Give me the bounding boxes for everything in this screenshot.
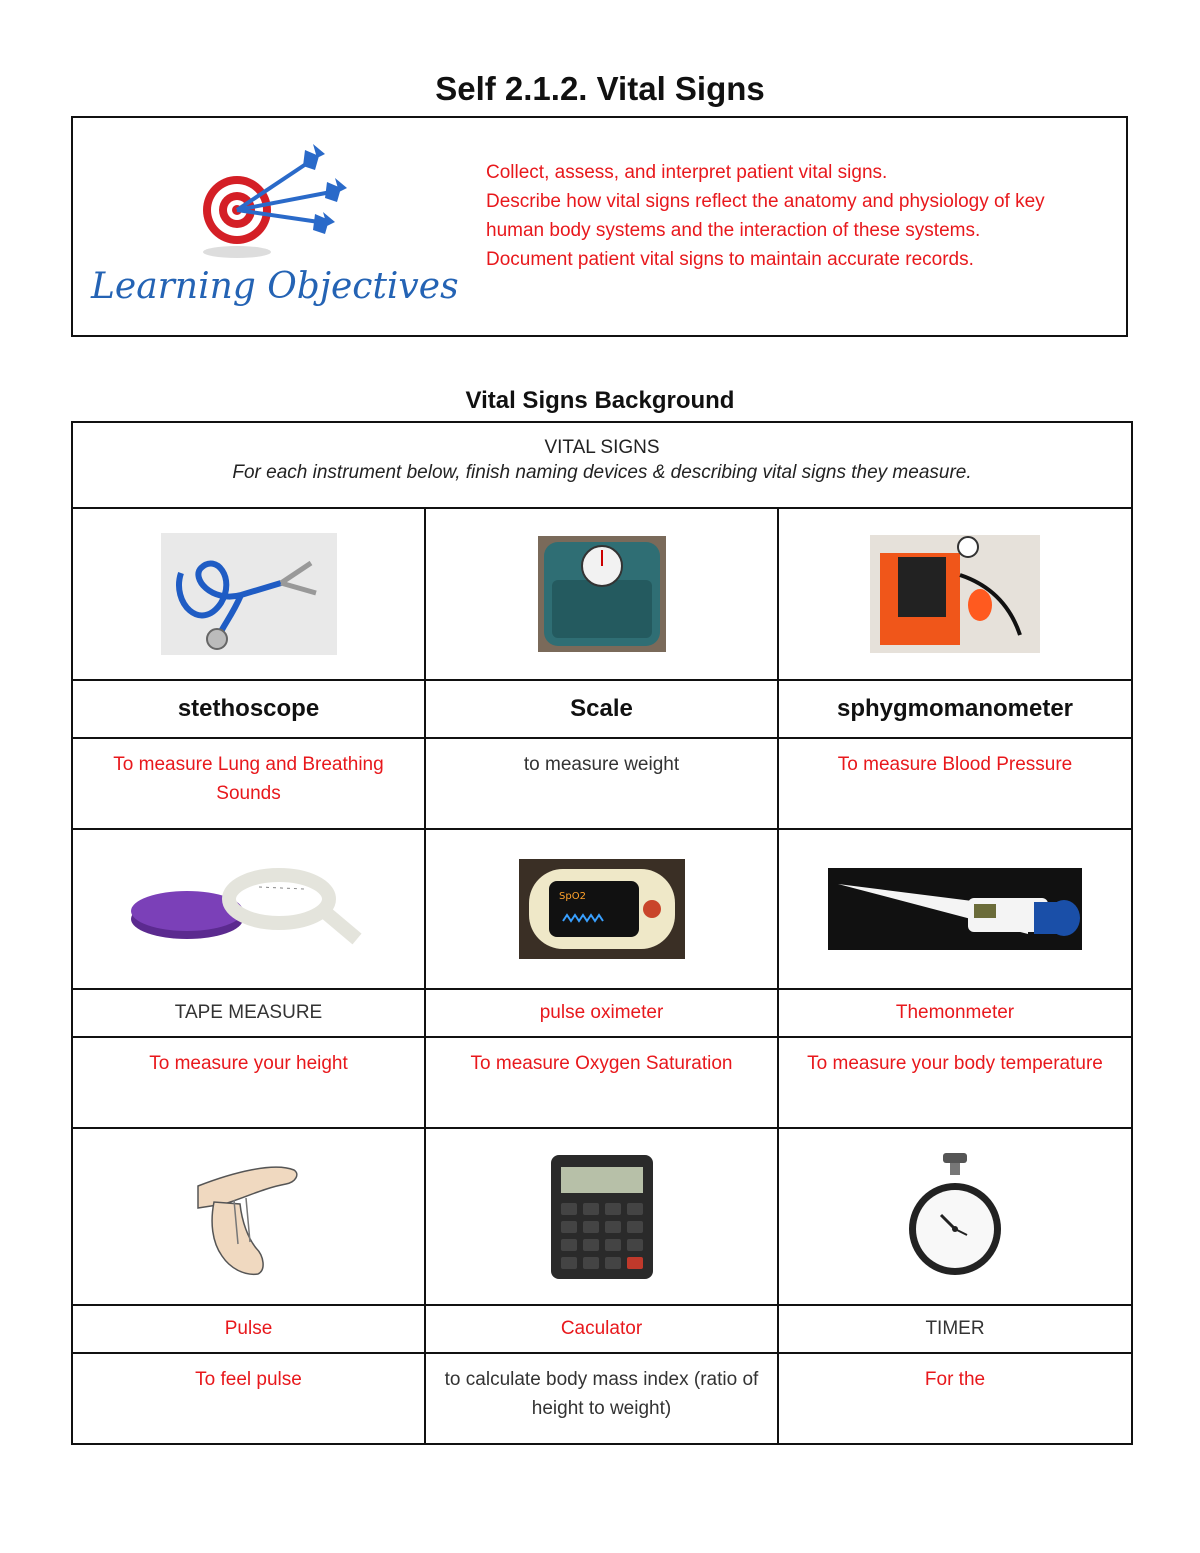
instrument-name: TIMER [778, 1305, 1132, 1353]
calculator-image-cell [425, 1128, 778, 1305]
thermometer-icon [828, 868, 1082, 950]
instrument-description: to measure weight [425, 738, 778, 829]
instrument-description: To feel pulse [72, 1353, 425, 1444]
instrument-name: Caculator [425, 1305, 778, 1353]
stethoscope-image-cell [72, 508, 425, 680]
sphygmomanometer-image-cell [778, 508, 1132, 680]
learning-objectives-list [486, 158, 1126, 274]
vital-signs-table [71, 421, 1133, 1445]
instrument-name: Themonmeter [778, 989, 1132, 1037]
scale-icon [538, 536, 666, 652]
instrument-name: sphygmomanometer [778, 680, 1132, 738]
objective-item: Collect, assess, and interpret patient vital signs. [486, 162, 888, 183]
instrument-description: To measure Lung and Breathing Sounds [72, 738, 425, 829]
stethoscope-icon [161, 533, 337, 655]
pulse-oximeter-image-cell [425, 829, 778, 989]
instrument-description: to calculate body mass index (ratio of height to weight) [425, 1353, 778, 1444]
table-header-instruction: For each instrument below, finish naming devices & describing vital signs they measure. [232, 462, 972, 483]
instrument-description: To measure your height [72, 1037, 425, 1128]
instrument-description: To measure your body temperature [778, 1037, 1132, 1128]
table-header [72, 422, 1132, 508]
pulse-image-cell [72, 1128, 425, 1305]
tape-measure-icon [129, 859, 369, 959]
stopwatch-icon [905, 1151, 1005, 1283]
learning-objectives-label: Learning Objectives [91, 266, 459, 307]
instrument-name: Scale [425, 680, 778, 738]
section-title: Vital Signs Background [465, 387, 735, 414]
instrument-description: For the [778, 1353, 1132, 1444]
scale-image-cell [425, 508, 778, 680]
page-title: Self 2.1.2. Vital Signs [435, 70, 765, 107]
svg-text:SpO2: SpO2 [558, 891, 586, 902]
thermometer-image-cell [778, 829, 1132, 989]
pulse-oximeter-icon [519, 859, 685, 959]
learning-objectives-box [71, 116, 1128, 337]
wrist-pulse-icon [194, 1152, 304, 1282]
instrument-name: pulse oximeter [425, 989, 778, 1037]
timer-image-cell [778, 1128, 1132, 1305]
tape-measure-image-cell [72, 829, 425, 989]
learning-objectives-graphic [87, 140, 467, 310]
instrument-description: To measure Oxygen Saturation [425, 1037, 778, 1128]
target-icon [87, 140, 467, 310]
instrument-description: To measure Blood Pressure [778, 738, 1132, 829]
blood-pressure-cuff-icon [870, 535, 1040, 653]
table-header-title: VITAL SIGNS [544, 437, 660, 458]
instrument-name: TAPE MEASURE [72, 989, 425, 1037]
calculator-icon [547, 1153, 657, 1281]
instrument-name: Pulse [72, 1305, 425, 1353]
objective-item: Describe how vital signs reflect the anatomy and physiology of key [486, 191, 1045, 212]
instrument-name: stethoscope [72, 680, 425, 738]
objective-item: human body systems and the interaction of these systems. [486, 220, 981, 241]
objective-item: Document patient vital signs to maintain accurate records. [486, 249, 974, 270]
